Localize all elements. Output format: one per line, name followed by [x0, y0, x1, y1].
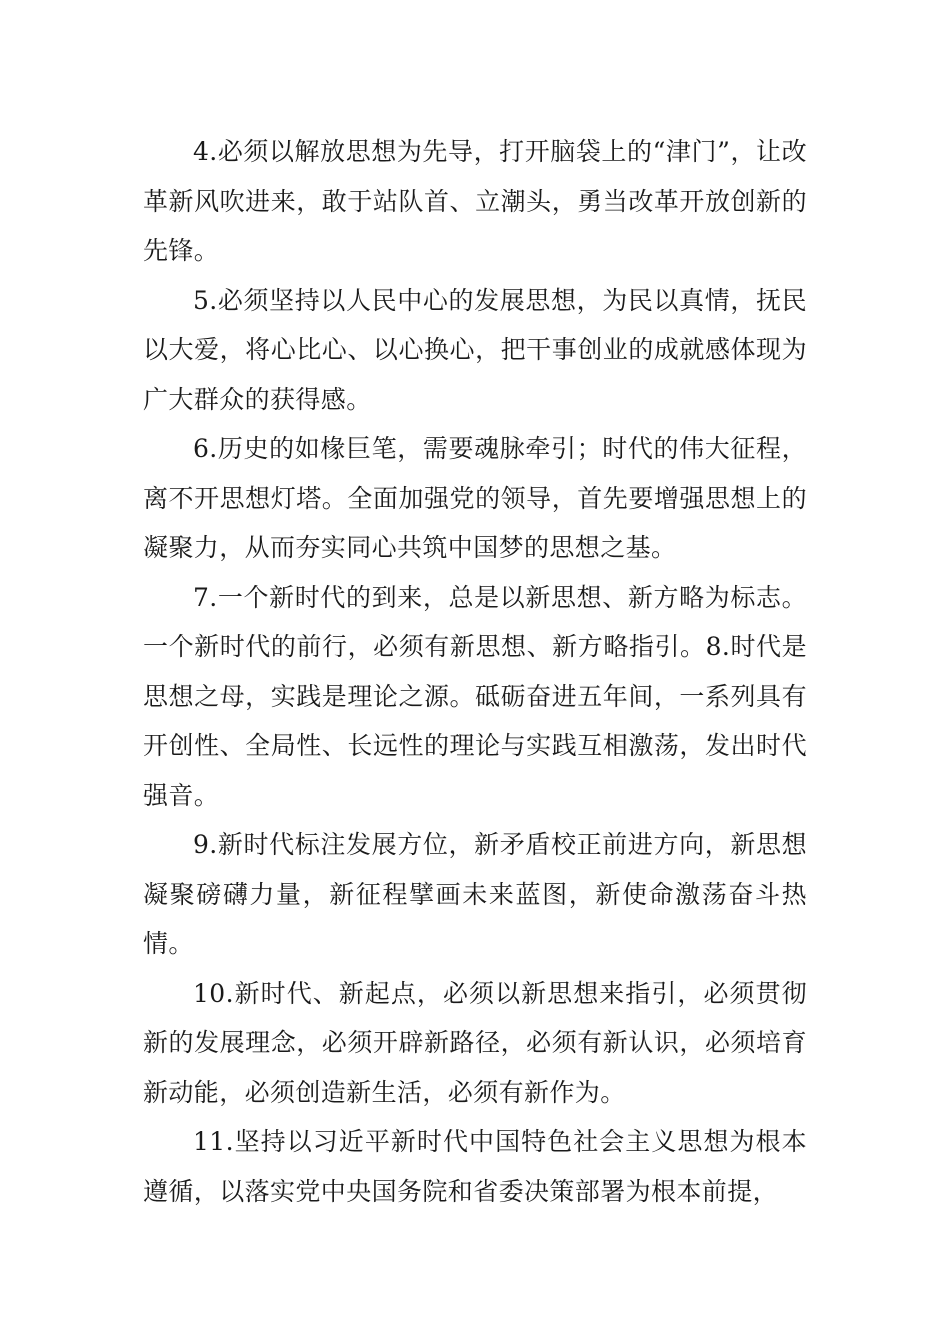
- paragraph-5: 5.必须坚持以人民中心的发展思想，为民以真情，抚民以大爱，将心比心、以心换心，把干事创业的成就感体现为广大群众的获得感。: [143, 285, 807, 414]
- paragraph-10: 10.新时代、新起点，必须以新思想来指引，必须贯彻新的发展理念，必须开辟新路径，必须有新认识，必须培育新动能，必须创造新生活，必须有新作为。: [143, 978, 807, 1107]
- paragraph-4: 4.必须以解放思想为先导，打开脑袋上的“津门”，让改革新风吹进来，敢于站队首、立潮头，勇当改革开放创新的先锋。: [143, 137, 807, 265]
- paragraph-9: 9.新时代标注发展方位，新矛盾校正前进方向，新思想凝聚磅礴力量，新征程擘画未来蓝图，新使命激荡奋斗热情。: [143, 830, 807, 958]
- document-body: [143, 127, 807, 1216]
- paragraph-7-8: 7.一个新时代的到来，总是以新思想、新方略为标志。一个新时代的前行，必须有新思想、新方略指引。8.时代是思想之母，实践是理论之源。砥砺奋进五年间，一系列具有开创性、全局性、长远性的理论与实践互相激荡，发出时代强音。: [143, 582, 807, 810]
- paragraph-6: 6.历史的如椽巨笔，需要魂脉牵引；时代的伟大征程，离不开思想灯塔。全面加强党的领导，首先要增强思想上的凝聚力，从而夯实同心共筑中国梦的思想之基。: [143, 434, 807, 562]
- paragraph-11: 11.坚持以习近平新时代中国特色社会主义思想为根本遵循，以落实党中央国务院和省委决策部署为根本前提，: [143, 1127, 807, 1206]
